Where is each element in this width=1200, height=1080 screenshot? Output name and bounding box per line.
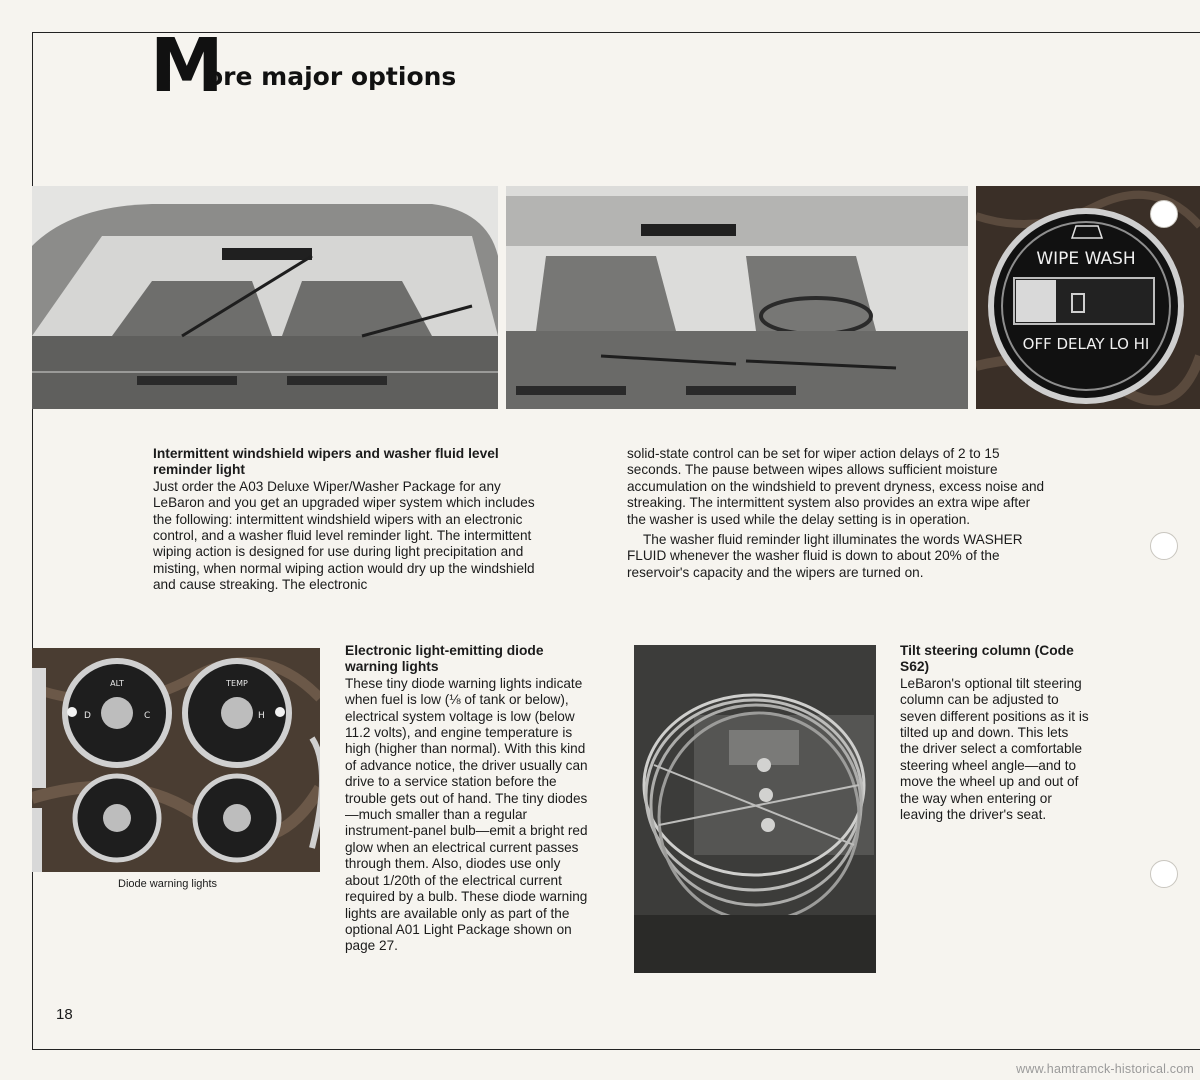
diodes-body: These tiny diode warning lights indicate when fuel is low (⅛ of tank or below), electrical system voltage is low (below 11.2 volts), and engine temperature is high (higher than normal). With this kind of advance notice, the driver usually can drive to a service station before the trouble gets out of hand. The tiny diodes—much smaller than a regular instrument-panel bulb—emit a bright red glow when an electrical current passes through them. Also, diodes use only about 1/20th of the electrical current required by a bulb. These diode warning lights are available only as part of the optional A01 Light Package shown on page 27. xyxy=(345,675,588,954)
wipers-section-col2 xyxy=(627,446,1052,581)
diode-light-left xyxy=(67,707,77,717)
punch-hole-middle xyxy=(1150,532,1178,560)
punch-hole-top xyxy=(1150,200,1178,228)
tilt-body: LeBaron's optional tilt steering column can be adjusted to seven different positions as it is tilted up and down. This lets the driver select a comfortable steering wheel angle—and to move the wheel up and out of the way when entering or leaving the driver's seat. xyxy=(900,675,1089,823)
gauge-h-label: H xyxy=(258,711,265,721)
gauge-alt-label: ALT xyxy=(110,679,124,688)
switch-bottom-label: OFF DELAY LO HI xyxy=(1022,335,1150,353)
photo-diode-gauges xyxy=(32,648,320,872)
washer-fluid-paragraph: The washer fluid reminder light illuminates the words WASHER FLUID whenever the washer fluid is down to about 20% of the reservoir's capacity and the wipers are turned on. xyxy=(627,532,1023,580)
title-initial: M xyxy=(150,23,220,109)
gauge-c-label: C xyxy=(144,711,151,721)
gauges-caption: Diode warning lights xyxy=(118,878,218,890)
photo-tilt-steering xyxy=(634,645,876,973)
diode-light-right xyxy=(275,707,285,717)
title-text: ore major options xyxy=(206,62,457,91)
page-number: 18 xyxy=(56,1006,73,1023)
tilt-section xyxy=(900,643,1090,823)
photo-car-windshield xyxy=(506,186,968,409)
switch-top-label: WIPE WASH xyxy=(1036,249,1136,269)
diodes-heading: Electronic light-emitting diode warning lights xyxy=(345,643,544,675)
gauge-temp-label: TEMP xyxy=(226,679,248,688)
gauge-d-label: D xyxy=(84,711,91,721)
wipers-body-part2: solid-state control can be set for wiper action delays of 2 to 15 seconds. The pause between wipes allows sufficient moisture accumulation on the windshield to prevent dryness, excess noise and streaking. The intermittent system also provides an extra wipe after the washer is used while the delay setting is in operation. xyxy=(627,446,1045,527)
punch-hole-bottom xyxy=(1150,860,1178,888)
wipers-section-col1 xyxy=(153,446,553,594)
wipers-heading: Intermittent windshield wipers and washer fluid level reminder light xyxy=(153,446,499,478)
wipers-body-part1: Just order the A03 Deluxe Wiper/Washer Package for any LeBaron and you get an upgraded wiper system which includes the following: intermittent windshield wipers with an electronic control, and a washer fluid level reminder light. The intermittent wiping action is designed for use during light precipitation and misting, when normal wiping action would dry up the windshield and cause streaking. The electronic xyxy=(153,478,535,593)
tilt-heading: Tilt steering column (Code S62) xyxy=(900,643,1074,675)
photo-car-front-wipers xyxy=(32,186,498,409)
diodes-section xyxy=(345,643,593,955)
watermark: www.hamtramck-historical.com xyxy=(1016,1062,1194,1076)
